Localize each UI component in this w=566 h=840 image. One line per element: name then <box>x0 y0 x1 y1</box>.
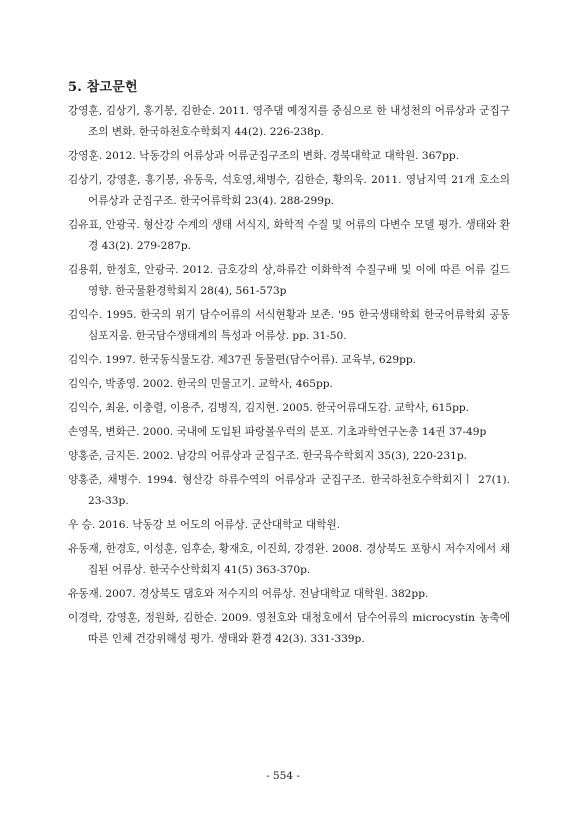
reference-entry: 유동재. 2007. 경상북도 댐호와 저수지의 어류상. 전남대학교 대학원. 382pp. <box>68 588 429 600</box>
page-number: - 554 - <box>265 770 301 782</box>
reference-entry: 손영목, 변화근. 2000. 국내에 도입된 파랑볼우럭의 분포. 기초과학연구논총 14권 37-49p <box>68 426 487 438</box>
reference-entry: 김용휘, 한정호, 안광국. 2012. 금호강의 상,하류간 이화학적 수질구배 및 이에 따른 어류 길드 영향. 한국물환경학회지 28(4), 561-573p <box>68 264 510 297</box>
reference-entry: 양홍준, 금지돈. 2002. 남강의 어류상과 군집구조. 한국육수학회지 35(3), 220-231p. <box>68 450 467 462</box>
reference-entry: 김유표, 안광국. 형산강 수계의 생태 서식지, 화학적 수질 및 어류의 다변수 모델 평가. 생태와 환경 43(2). 279-287p. <box>68 219 510 252</box>
reference-entry: 김익수. 1995. 한국의 위기 담수어류의 서식현황과 보존. '95 한국생태학회 한국어류학회 공동 심포지움. 한국담수생태계의 특성과 어류상. pp. 31-50. <box>68 309 510 342</box>
section-heading: 5. 참고문헌 <box>68 80 138 95</box>
reference-entry: 이경락, 강영훈, 정원화, 김한순. 2009. 영천호와 대청호에서 담수어류의 microcystin 농축에 따른 인체 건강위해성 평가. 생태와 환경 42(3). 331-339p. <box>68 612 510 645</box>
reference-entry: 김익수, 박종영. 2002. 한국의 민물고기. 교학사, 465pp. <box>68 378 333 390</box>
reference-list <box>68 101 510 653</box>
reference-entry: 김익수. 1997. 한국동식물도감. 제37권 동물편(담수어류). 교육부, 629pp. <box>68 354 417 366</box>
reference-entry: 양홍준, 채병수. 1994. 형산강 하류수역의 어류상과 군집구조. 한국하천호수학회지ㅣ 27(1). 23-33p. <box>68 474 510 507</box>
reference-entry: 김익수, 최윤, 이충렬, 이용주, 김병직, 김지현. 2005. 한국어류대도감. 교학사, 615pp. <box>68 402 470 414</box>
reference-entry: 유동재, 한경호, 이성훈, 임후순, 황재호, 이진희, 강경완. 2008. 경상북도 포항시 저수지에서 채집된 어류상. 한국수산학회지 41(5) 363-370p. <box>68 543 510 576</box>
reference-entry: 우 승. 2016. 낙동강 보 어도의 어류상. 군산대학교 대학원. <box>68 519 341 531</box>
reference-entry: 강영훈, 김상기, 홍기봉, 김한순. 2011. 영주댐 예정지를 중심으로 한 내성천의 어류상과 군집구조의 변화. 한국하천호수학회지 44(2). 226-238p. <box>68 105 510 138</box>
reference-entry: 강영훈. 2012. 낙동강의 어류상과 어류군집구조의 변화. 경북대학교 대학원. 367pp. <box>68 150 460 162</box>
reference-entry: 김상기, 강영훈, 홍기봉, 유동욱, 석호영,채병수, 김한순, 황의욱. 2011. 영남지역 21개 호소의 어류상과 군집구조. 한국어류학회 23(4). 288-299p. <box>68 174 510 207</box>
